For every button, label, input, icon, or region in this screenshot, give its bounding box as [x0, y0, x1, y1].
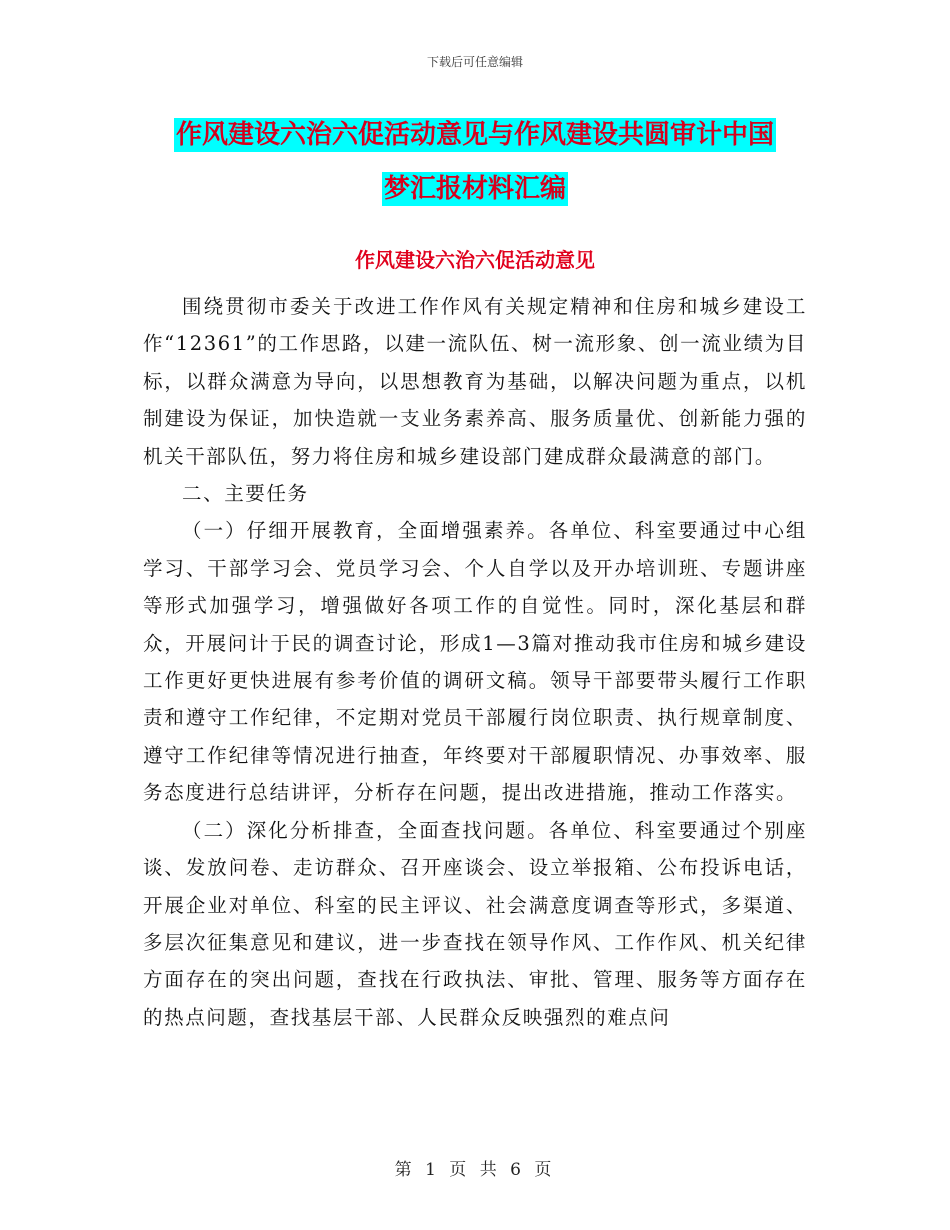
paragraph-intro: 围绕贯彻市委关于改进工作作风有关规定精神和住房和城乡建设工作“12361”的工作思路，以建一流队伍、树一流形象、创一流业绩为目标，以群众满意为导向，以思想教育为基础，以解决问题为重点，以机制建设为保证，加快造就一支业务素养高、服务质量优、创新能力强的机关干部队伍，努力将住房和城乡建设部门建成群众最满意的部门。: [143, 295, 807, 468]
document-title-line-1: 作风建设六治六促活动意见与作风建设共圆审计中国: [175, 120, 774, 150]
section-title: 作风建设六治六促活动意见: [355, 248, 595, 272]
paragraph-task-1: （一）仔细开展教育，全面增强素养。各单位、科室要通过中心组学习、干部学习会、党员学习会、个人自学以及开办培训班、专题讲座等形式加强学习，增强做好各项工作的自觉性。同时，深化基层和群众，开展问计于民的调查讨论，形成1—3篇对推动我市住房和城乡建设工作更好更快进展有参考价值的调研文稿。领导干部要带头履行工作职责和遵守工作纪律，不定期对党员干部履行岗位职责、执行规章制度、遵守工作纪律等情况进行抽查，年终要对干部履职情况、办事效率、服务态度进行总结讲评，分析存在问题，提出改进措施，推动工作落实。: [143, 519, 807, 805]
document-title-line-2: 梦汇报材料汇编: [383, 174, 566, 204]
header-note: 下载后可任意编辑: [426, 55, 523, 69]
paragraph-heading-main-tasks: 二、主要任务: [182, 482, 309, 506]
document-body: [143, 288, 807, 1036]
document-title: [140, 108, 810, 216]
paragraph-task-2: （二）深化分析排查，全面查找问题。各单位、科室要通过个别座谈、发放问卷、走访群众、召开座谈会、设立举报箱、公布投诉电话，开展企业对单位、科室的民主评议、社会满意度调查等形式，多渠道、多层次征集意见和建议，进一步查找在领导作风、工作作风、机关纪律方面存在的突出问题，查找在行政执法、审批、管理、服务等方面存在的热点问题，查找基层干部、人民群众反映强烈的难点问: [143, 818, 807, 1029]
page-number: 第 1 页 共 6 页: [394, 1160, 556, 1180]
